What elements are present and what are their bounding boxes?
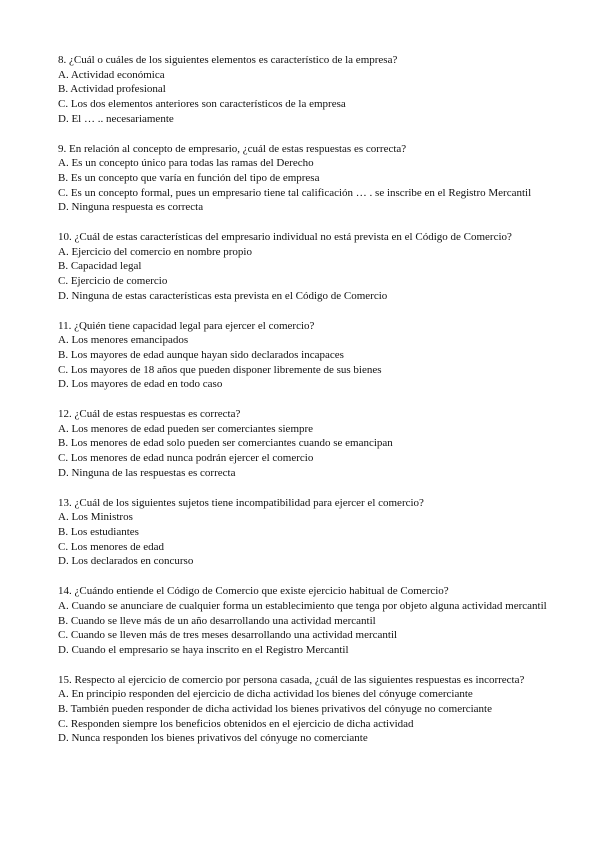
option-a: A. Actividad económica	[58, 68, 165, 81]
option-c: C. Los menores de edad	[58, 540, 164, 553]
option-c: C. Ejercicio de comercio	[58, 275, 168, 288]
option-a: A. Los menores de edad pueden ser comerciantes siempre	[58, 422, 314, 435]
option-d: D. El … .. necesariamente	[58, 112, 174, 125]
option-d: D. Cuando el empresario se haya inscrito en el Registro Mercantil	[58, 643, 349, 656]
option-c: C. Responden siempre los beneficios obtenidos en el ejercicio de dicha actividad	[58, 717, 414, 730]
option-b: B. Los estudiantes	[58, 525, 139, 538]
question-9	[58, 142, 558, 216]
question-text: 12. ¿Cuál de estas respuestas es correcta?	[58, 408, 241, 421]
option-c: C. Es un concepto formal, pues un empresario tiene tal calificación … . se inscribe en el Registro Mercantil	[58, 186, 532, 199]
option-a: A. Es un concepto único para todas las ramas del Derecho	[58, 157, 314, 170]
option-d: D. Nunca responden los bienes privativos del cónyuge no comerciante	[58, 732, 368, 745]
question-text: 15. Respecto al ejercicio de comercio por persona casada, ¿cuál de las siguientes respuestas es incorrecta?	[58, 673, 525, 686]
option-c: C. Cuando se lleven más de tres meses desarrollando una actividad mercantil	[58, 629, 398, 642]
question-12	[58, 407, 558, 481]
option-b: B. También pueden responder de dicha actividad los bienes privativos del cónyuge no comerciante	[58, 703, 493, 716]
question-text: 11. ¿Quién tiene capacidad legal para ejercer el comercio?	[58, 319, 315, 332]
question-text: 10. ¿Cuál de estas características del empresario individual no está prevista en el Código de Comercio?	[58, 231, 512, 244]
option-a: A. En principio responden del ejercicio de dicha actividad los bienes del cónyuge comerciante	[58, 688, 473, 701]
option-c: C. Los mayores de 18 años que pueden disponer libremente de sus bienes	[58, 363, 382, 376]
option-b: B. Capacidad legal	[58, 260, 142, 273]
option-c: C. Los menores de edad nunca podrán ejercer el comercio	[58, 452, 314, 465]
option-d: D. Los mayores de edad en todo caso	[58, 378, 223, 391]
question-11	[58, 319, 558, 393]
option-a: A. Los Ministros	[58, 511, 133, 524]
option-b: B. Actividad profesional	[58, 83, 166, 96]
question-15	[58, 673, 558, 747]
option-d: D. Ninguna de las respuestas es correcta	[58, 466, 236, 479]
option-b: B. Los mayores de edad aunque hayan sido declarados incapaces	[58, 348, 344, 361]
question-text: 14. ¿Cuándo entiende el Código de Comercio que existe ejercicio habitual de Comercio?	[58, 585, 449, 598]
option-c: C. Los dos elementos anteriores son característicos de la empresa	[58, 98, 346, 111]
question-text: 9. En relación al concepto de empresario, ¿cuál de estas respuestas es correcta?	[58, 142, 407, 155]
option-d: D. Ninguna de estas características esta prevista en el Código de Comercio	[58, 289, 388, 302]
question-8	[58, 53, 558, 127]
question-13	[58, 496, 558, 570]
option-d: D. Ninguna respuesta es correcta	[58, 201, 204, 214]
option-a: A. Ejercicio del comercio en nombre propio	[58, 245, 252, 258]
question-10	[58, 230, 558, 304]
option-b: B. Los menores de edad solo pueden ser comerciantes cuando se emancipan	[58, 437, 393, 450]
option-b: B. Es un concepto que varía en función del tipo de empresa	[58, 171, 320, 184]
option-b: B. Cuando se lleve más de un año desarrollando una actividad mercantil	[58, 614, 376, 627]
question-14	[58, 584, 558, 658]
question-text: 13. ¿Cuál de los siguientes sujetos tiene incompatibilidad para ejercer el comercio?	[58, 496, 424, 509]
option-d: D. Los declarados en concurso	[58, 555, 194, 568]
document-page	[58, 53, 558, 761]
option-a: A. Los menores emancipados	[58, 334, 189, 347]
question-text: 8. ¿Cuál o cuáles de los siguientes elementos es característico de la empresa?	[58, 54, 398, 66]
option-a: A. Cuando se anunciare de cualquier forma un establecimiento que tenga por objeto alguna actividad mercantil	[58, 599, 547, 612]
